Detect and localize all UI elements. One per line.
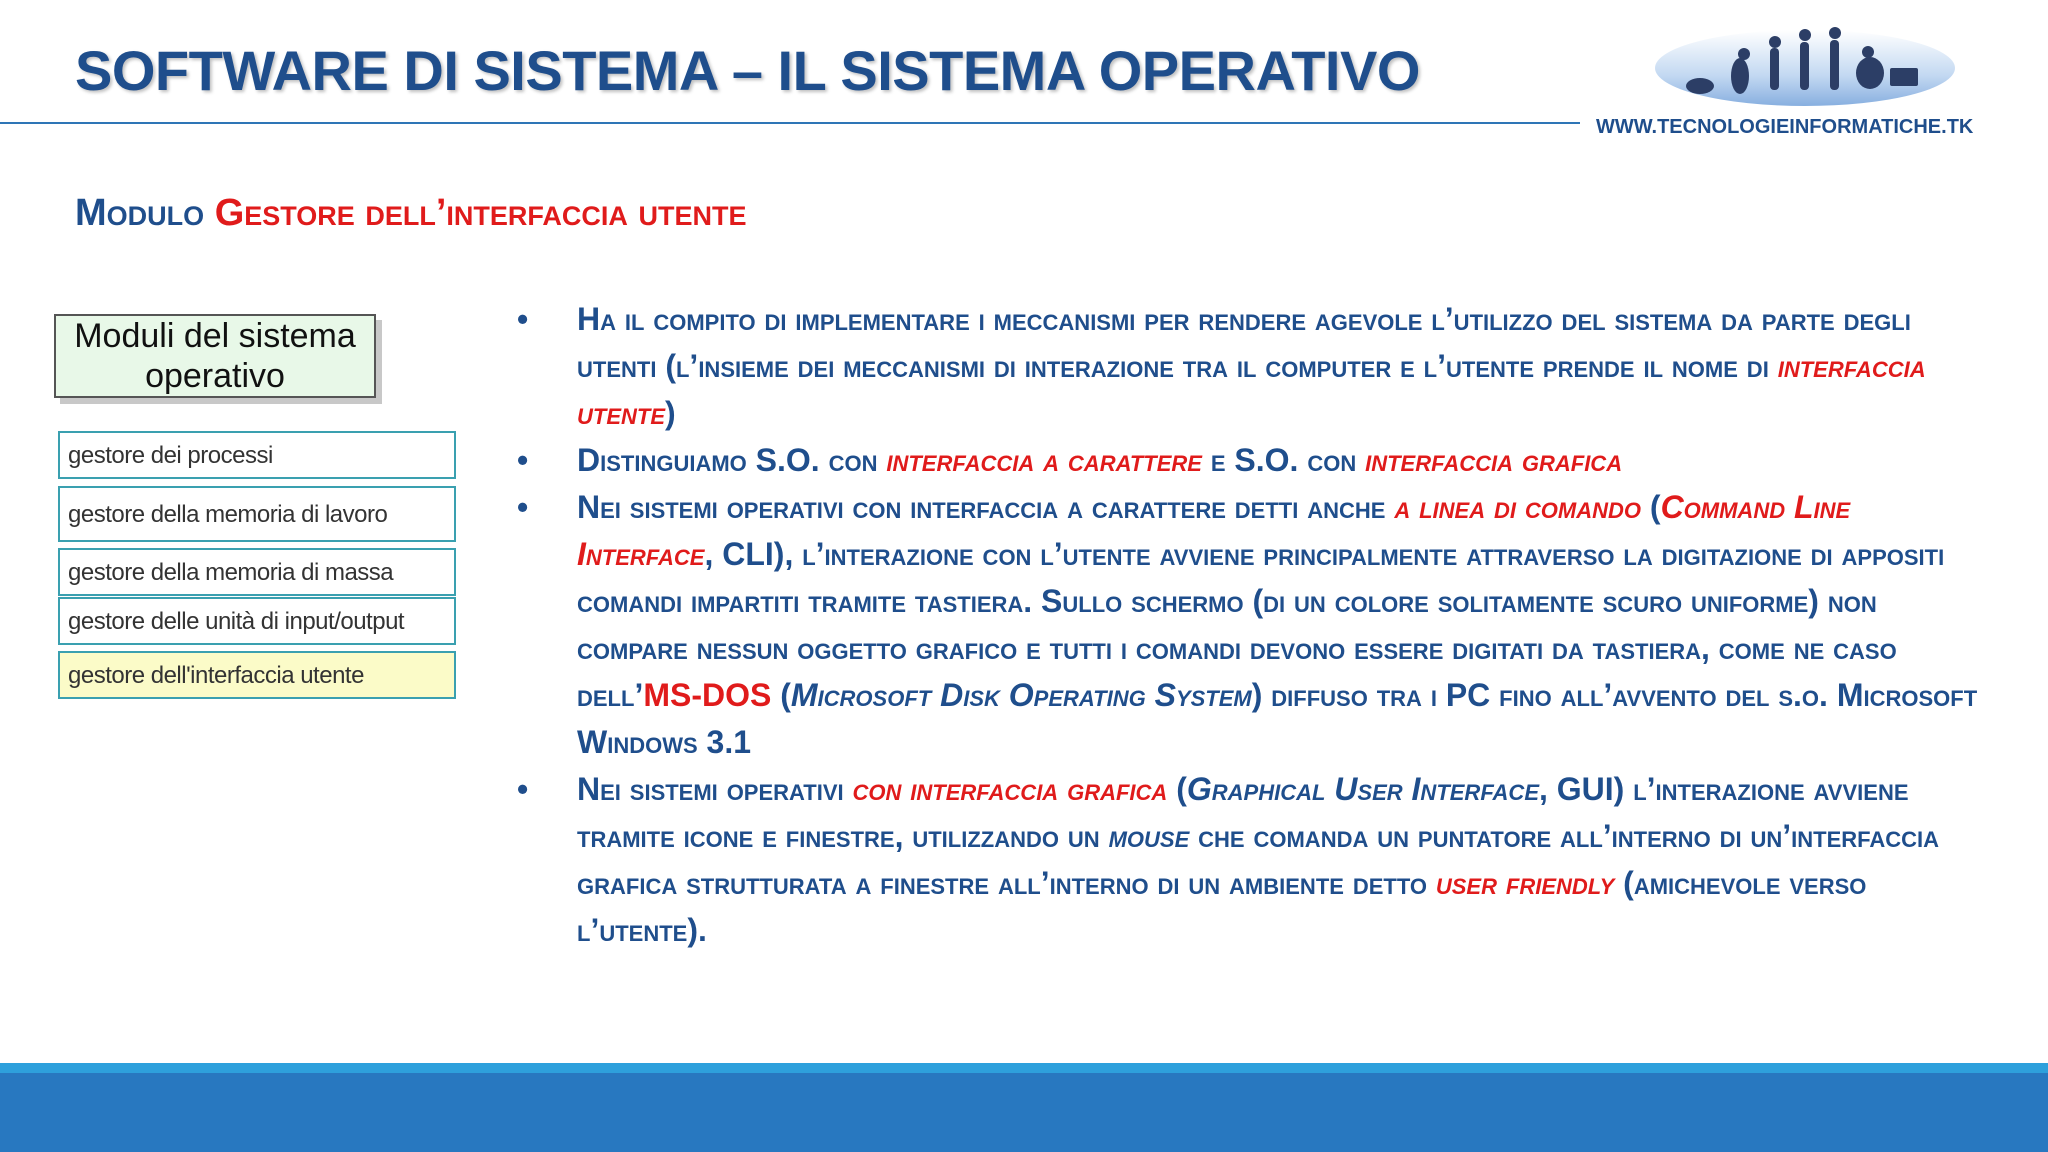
highlight-text: user friendly bbox=[1435, 865, 1615, 901]
module-process-manager: gestore dei processi bbox=[58, 431, 456, 479]
text: , GUI) l’interazione avviene tramite icone e finestre, utilizzando un bbox=[577, 771, 1909, 854]
bullet-item bbox=[515, 766, 1985, 954]
highlight-text: MS-DOS bbox=[643, 677, 772, 713]
bullet-list bbox=[515, 296, 1985, 954]
subtitle-highlight: Gestore dell’interfaccia utente bbox=[214, 192, 747, 234]
bullet-item bbox=[515, 437, 1985, 484]
text: ) diffuso tra i PC fino all’avvento del s.o. Microsoft Windows 3.1 bbox=[577, 677, 1978, 760]
text: e S.O. con bbox=[1201, 442, 1366, 478]
footer-band bbox=[0, 1073, 2048, 1152]
text: , CLI), l’interazione con l’utente avviene principalmente attraverso la digitazione di appositi comandi impartiti tramite tastiera. Sullo schermo (di un colore solitamente scuro uniforme) non compare nessun oggetto grafico e tutti i comandi devono essere digitati da tastiera, come ne caso dell’ bbox=[577, 536, 1945, 713]
bullet-item bbox=[515, 484, 1985, 766]
text: ) bbox=[665, 395, 676, 431]
diagram-title: Moduli del sistema operativo bbox=[54, 314, 376, 398]
footer-band-accent bbox=[0, 1063, 2048, 1073]
highlight-text: interfaccia utente bbox=[577, 348, 1926, 431]
italic-text: mouse bbox=[1108, 818, 1190, 854]
highlight-text: con interfaccia grafica bbox=[852, 771, 1168, 807]
evolution-logo-icon bbox=[1640, 18, 1960, 108]
bullet-item bbox=[515, 296, 1985, 437]
module-mass-storage-manager: gestore della memoria di massa bbox=[58, 548, 456, 596]
italic-text: Microsoft Disk Operating System bbox=[790, 677, 1252, 713]
title-underline bbox=[0, 122, 1580, 124]
subtitle-prefix: Modulo bbox=[75, 192, 215, 234]
module-ui-manager: gestore dell'interfaccia utente bbox=[58, 651, 456, 699]
bullet-dot-icon: • bbox=[517, 489, 529, 525]
slide-title: SOFTWARE DI SISTEMA – IL SISTEMA OPERATIVO bbox=[75, 39, 1420, 102]
text: ( bbox=[771, 677, 791, 713]
module-io-manager: gestore delle unità di input/output bbox=[58, 597, 456, 645]
highlight-text: Command Line Interface bbox=[577, 489, 1851, 572]
bullet-dot-icon: • bbox=[517, 771, 529, 807]
site-url[interactable]: WWW.TECNOLOGIEINFORMATICHE.TK bbox=[1596, 116, 1974, 138]
text: ( bbox=[1641, 489, 1661, 525]
module-work-memory-manager: gestore della memoria di lavoro bbox=[58, 486, 456, 542]
section-subtitle bbox=[75, 192, 746, 235]
text: Nei sistemi operativi con interfaccia a carattere detti anche bbox=[577, 489, 1395, 525]
text: che comanda un puntatore all’interno di un’interfaccia grafica strutturata a finestre all’interno di un ambiente detto bbox=[577, 818, 1940, 901]
highlight-text: interfaccia grafica bbox=[1365, 442, 1623, 478]
bullet-dot-icon: • bbox=[517, 442, 529, 478]
text: Nei sistemi operativi bbox=[577, 771, 853, 807]
bullet-dot-icon: • bbox=[517, 301, 529, 337]
text: Distinguiamo S.O. con bbox=[577, 442, 887, 478]
italic-text: Graphical User Interface bbox=[1186, 771, 1539, 807]
text: Ha il compito di implementare i meccanismi per rendere agevole l’utilizzo del sistema da parte degli utenti (l’insieme dei meccanismi di interazione tra il computer e l’utente prende il nome di bbox=[577, 301, 1911, 384]
text: ( bbox=[1167, 771, 1187, 807]
highlight-text: a linea di comando bbox=[1394, 489, 1642, 525]
highlight-text: interfaccia a carattere bbox=[886, 442, 1202, 478]
text: (amichevole verso l’utente). bbox=[577, 865, 1867, 948]
